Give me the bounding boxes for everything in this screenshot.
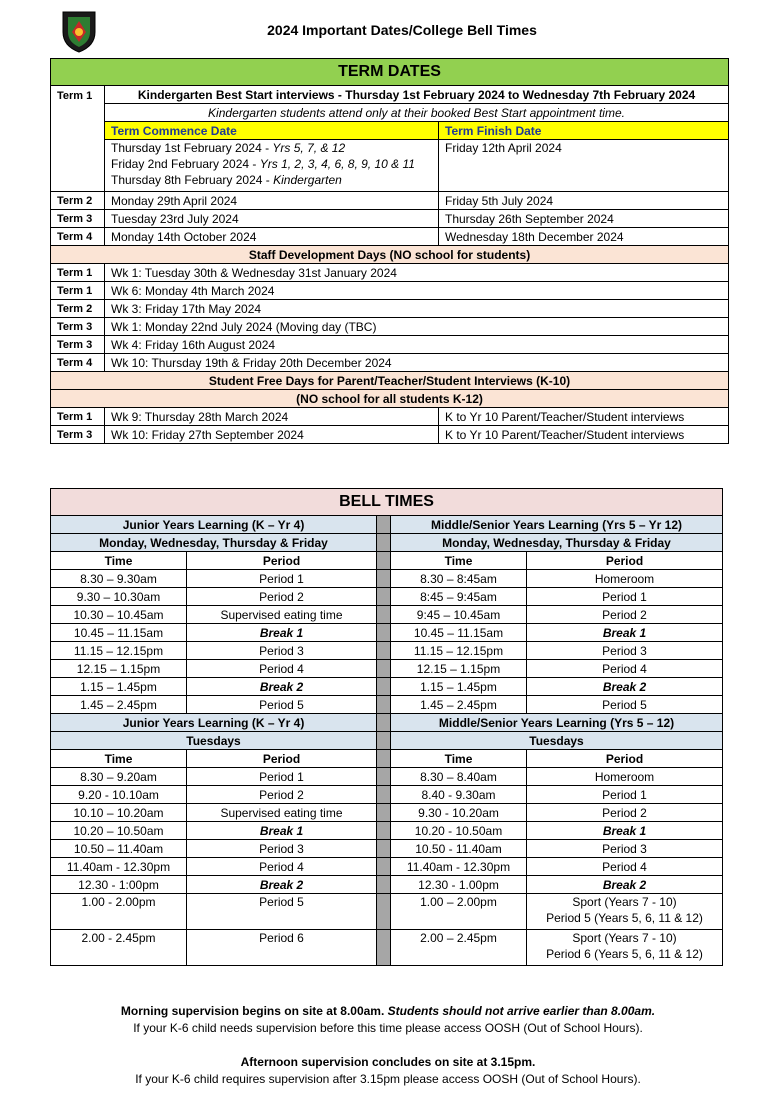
senior-time: 10.20 - 10.50am	[391, 822, 527, 840]
junior-time: 10.50 – 11.40am	[51, 840, 187, 858]
sport-line: Sport (Years 7 - 10)	[572, 931, 677, 945]
term-label: Term 4	[51, 354, 105, 372]
bell-row	[51, 840, 723, 858]
kinder-interviews-line: Kindergarten Best Start interviews - Thursday 1st February 2024 to Wednesday 7th February 2024	[105, 86, 729, 104]
term-label: Term 4	[51, 228, 105, 246]
junior-time: 10.45 – 11.15am	[51, 624, 187, 642]
senior-period	[527, 894, 723, 930]
time-header: Time	[51, 750, 187, 768]
junior-period: Supervised eating time	[187, 804, 377, 822]
senior-time: 12.15 – 1.15pm	[391, 660, 527, 678]
bell-row	[51, 696, 723, 714]
section-title: Junior Years Learning (K – Yr 4)	[51, 714, 377, 732]
term-start: Monday 14th October 2024	[105, 228, 439, 246]
bell-row	[51, 570, 723, 588]
bell-row	[51, 894, 723, 930]
junior-period: Period 3	[187, 642, 377, 660]
junior-period: Period 6	[187, 930, 377, 966]
term-label: Term 1	[51, 86, 105, 192]
column-divider	[377, 642, 391, 660]
bell-times-heading: BELL TIMES	[51, 489, 723, 516]
bell-row	[51, 876, 723, 894]
junior-time: 8.30 – 9.20am	[51, 768, 187, 786]
senior-time: 9.30 - 10.20am	[391, 804, 527, 822]
junior-time: 12.15 – 1.15pm	[51, 660, 187, 678]
senior-period: Period 1	[527, 786, 723, 804]
junior-period: Break 2	[187, 678, 377, 696]
staff-dev-day: Wk 10: Thursday 19th & Friday 20th December 2024	[105, 354, 729, 372]
morning-note-line2: If your K-6 child needs supervision before this time please access OOSH (Out of School Hours).	[133, 1021, 643, 1035]
junior-period: Period 1	[187, 570, 377, 588]
senior-period: Period 2	[527, 804, 723, 822]
column-divider	[377, 606, 391, 624]
junior-time: 10.30 – 10.45am	[51, 606, 187, 624]
term-dates-heading: TERM DATES	[51, 59, 729, 86]
section-title: Junior Years Learning (K – Yr 4)	[51, 516, 377, 534]
junior-time: 12.30 - 1:00pm	[51, 876, 187, 894]
time-header: Time	[51, 552, 187, 570]
term-label: Term 1	[51, 282, 105, 300]
senior-period: Break 2	[527, 678, 723, 696]
senior-period: Break 2	[527, 876, 723, 894]
term-label: Term 3	[51, 210, 105, 228]
column-divider	[377, 876, 391, 894]
senior-time: 9:45 – 10.45am	[391, 606, 527, 624]
junior-period: Break 1	[187, 624, 377, 642]
column-divider	[377, 516, 391, 534]
bell-row	[51, 624, 723, 642]
senior-time: 8:45 – 9:45am	[391, 588, 527, 606]
bell-times-table	[50, 488, 723, 966]
term-start: Monday 29th April 2024	[105, 192, 439, 210]
column-divider	[377, 552, 391, 570]
morning-note-line: Morning supervision begins on site at 8.00am. Students should not arrive earlier than 8.00am.	[120, 1004, 656, 1018]
senior-time: 1.45 – 2.45pm	[391, 696, 527, 714]
section-subtitle: Tuesdays	[51, 732, 377, 750]
junior-period: Break 1	[187, 822, 377, 840]
student-free-heading: Student Free Days for Parent/Teacher/Student Interviews (K-10)	[51, 372, 729, 390]
staff-dev-heading: Staff Development Days (NO school for students)	[51, 246, 729, 264]
senior-period: Period 3	[527, 840, 723, 858]
period-header: Period	[187, 750, 377, 768]
column-divider	[377, 678, 391, 696]
senior-time: 8.30 – 8:45am	[391, 570, 527, 588]
column-divider	[377, 696, 391, 714]
sport-line: Sport (Years 7 - 10)	[572, 895, 677, 909]
senior-time: 1.00 – 2.00pm	[391, 894, 527, 930]
senior-period: Break 1	[527, 624, 723, 642]
senior-period: Break 1	[527, 822, 723, 840]
junior-period: Period 5	[187, 696, 377, 714]
bell-row	[51, 678, 723, 696]
junior-time: 10.20 – 10.50am	[51, 822, 187, 840]
staff-dev-day: Wk 1: Monday 22nd July 2024 (Moving day (TBC)	[105, 318, 729, 336]
column-divider	[377, 732, 391, 750]
junior-time: 1.45 – 2.45pm	[51, 696, 187, 714]
senior-period: Homeroom	[527, 768, 723, 786]
column-divider	[377, 624, 391, 642]
term-dates-table	[50, 58, 729, 444]
column-divider	[377, 714, 391, 732]
junior-time: 11.15 – 12.15pm	[51, 642, 187, 660]
supervision-notes	[0, 1003, 776, 1088]
column-divider	[377, 750, 391, 768]
senior-time: 8.40 - 9.30am	[391, 786, 527, 804]
junior-period: Period 2	[187, 588, 377, 606]
column-divider	[377, 570, 391, 588]
column-divider	[377, 786, 391, 804]
period-line: Period 6 (Years 5, 6, 11 & 12)	[546, 947, 703, 961]
period-header: Period	[527, 750, 723, 768]
bell-row	[51, 588, 723, 606]
term-label: Term 1	[51, 264, 105, 282]
period-header: Period	[527, 552, 723, 570]
column-divider	[377, 894, 391, 930]
student-free-day: Wk 9: Thursday 28th March 2024	[105, 408, 439, 426]
junior-time: 11.40am - 12.30pm	[51, 858, 187, 876]
junior-period: Period 3	[187, 840, 377, 858]
junior-time: 1.00 - 2.00pm	[51, 894, 187, 930]
term-label: Term 2	[51, 192, 105, 210]
term1-finish: Friday 12th April 2024	[439, 140, 729, 192]
senior-period: Homeroom	[527, 570, 723, 588]
section-subtitle: Monday, Wednesday, Thursday & Friday	[51, 534, 377, 552]
junior-time: 2.00 - 2.45pm	[51, 930, 187, 966]
period-header: Period	[187, 552, 377, 570]
junior-period: Period 5	[187, 894, 377, 930]
junior-time: 9.30 – 10.30am	[51, 588, 187, 606]
bell-row	[51, 804, 723, 822]
junior-period: Break 2	[187, 876, 377, 894]
period-line: Period 5 (Years 5, 6, 11 & 12)	[546, 911, 703, 925]
finish-header: Term Finish Date	[439, 122, 729, 140]
section-subtitle: Tuesdays	[391, 732, 723, 750]
column-divider	[377, 858, 391, 876]
kinder-note-line: Kindergarten students attend only at their booked Best Start appointment time.	[105, 104, 729, 122]
term-finish: Wednesday 18th December 2024	[439, 228, 729, 246]
senior-time: 11.15 – 12.15pm	[391, 642, 527, 660]
junior-period: Period 4	[187, 660, 377, 678]
senior-period: Period 4	[527, 858, 723, 876]
time-header: Time	[391, 552, 527, 570]
term-label: Term 3	[51, 336, 105, 354]
bell-row	[51, 606, 723, 624]
junior-time: 8.30 – 9.30am	[51, 570, 187, 588]
term-finish: Thursday 26th September 2024	[439, 210, 729, 228]
junior-time: 10.10 – 10.20am	[51, 804, 187, 822]
junior-time: 9.20 - 10.10am	[51, 786, 187, 804]
column-divider	[377, 660, 391, 678]
column-divider	[377, 840, 391, 858]
junior-time: 1.15 – 1.45pm	[51, 678, 187, 696]
section-title: Middle/Senior Years Learning (Yrs 5 – 12)	[391, 714, 723, 732]
bell-row	[51, 930, 723, 966]
term1-start-line: Thursday 1st February 2024 - Yrs 5, 7, & 12	[111, 141, 346, 155]
term1-start-line: Thursday 8th February 2024 - Kindergarten	[111, 173, 342, 187]
bell-row	[51, 858, 723, 876]
senior-period: Period 4	[527, 660, 723, 678]
senior-period: Period 1	[527, 588, 723, 606]
student-free-note: K to Yr 10 Parent/Teacher/Student interviews	[439, 426, 729, 444]
bell-row	[51, 822, 723, 840]
column-divider	[377, 930, 391, 966]
staff-dev-day: Wk 3: Friday 17th May 2024	[105, 300, 729, 318]
junior-period: Period 4	[187, 858, 377, 876]
section-subtitle: Monday, Wednesday, Thursday & Friday	[391, 534, 723, 552]
column-divider	[377, 822, 391, 840]
term-label: Term 1	[51, 408, 105, 426]
afternoon-note-line2: If your K-6 child requires supervision after 3.15pm please access OOSH (Out of School Hours).	[135, 1072, 641, 1086]
senior-time: 12.30 - 1.00pm	[391, 876, 527, 894]
senior-period: Period 3	[527, 642, 723, 660]
bell-row	[51, 642, 723, 660]
senior-period	[527, 930, 723, 966]
staff-dev-day: Wk 6: Monday 4th March 2024	[105, 282, 729, 300]
column-divider	[377, 768, 391, 786]
term-label: Term 3	[51, 318, 105, 336]
staff-dev-day: Wk 1: Tuesday 30th & Wednesday 31st January 2024	[105, 264, 729, 282]
junior-period: Supervised eating time	[187, 606, 377, 624]
term-label: Term 3	[51, 426, 105, 444]
commence-header: Term Commence Date	[105, 122, 439, 140]
senior-time: 11.40am - 12.30pm	[391, 858, 527, 876]
senior-time: 8.30 – 8.40am	[391, 768, 527, 786]
junior-period: Period 1	[187, 768, 377, 786]
student-free-note: K to Yr 10 Parent/Teacher/Student interviews	[439, 408, 729, 426]
column-divider	[377, 804, 391, 822]
term1-start-line: Friday 2nd February 2024 - Yrs 1, 2, 3, 4, 6, 8, 9, 10 & 11	[111, 157, 415, 171]
staff-dev-day: Wk 4: Friday 16th August 2024	[105, 336, 729, 354]
senior-time: 1.15 – 1.45pm	[391, 678, 527, 696]
term-label: Term 2	[51, 300, 105, 318]
student-free-day: Wk 10: Friday 27th September 2024	[105, 426, 439, 444]
senior-period: Period 5	[527, 696, 723, 714]
document-title: 2024 Important Dates/College Bell Times	[267, 22, 537, 38]
afternoon-note-line: Afternoon supervision concludes on site at 3.15pm.	[240, 1055, 536, 1069]
senior-period: Period 2	[527, 606, 723, 624]
section-title: Middle/Senior Years Learning (Yrs 5 – Yr 12)	[391, 516, 723, 534]
junior-period: Period 2	[187, 786, 377, 804]
bell-row	[51, 660, 723, 678]
senior-time: 2.00 – 2.45pm	[391, 930, 527, 966]
bell-row	[51, 786, 723, 804]
senior-time: 10.45 – 11.15am	[391, 624, 527, 642]
column-divider	[377, 588, 391, 606]
term-start: Tuesday 23rd July 2024	[105, 210, 439, 228]
senior-time: 10.50 - 11.40am	[391, 840, 527, 858]
column-divider	[377, 534, 391, 552]
term1-start-cell	[105, 140, 439, 192]
student-free-subheading: (NO school for all students K-12)	[51, 390, 729, 408]
time-header: Time	[391, 750, 527, 768]
term-finish: Friday 5th July 2024	[439, 192, 729, 210]
bell-row	[51, 768, 723, 786]
